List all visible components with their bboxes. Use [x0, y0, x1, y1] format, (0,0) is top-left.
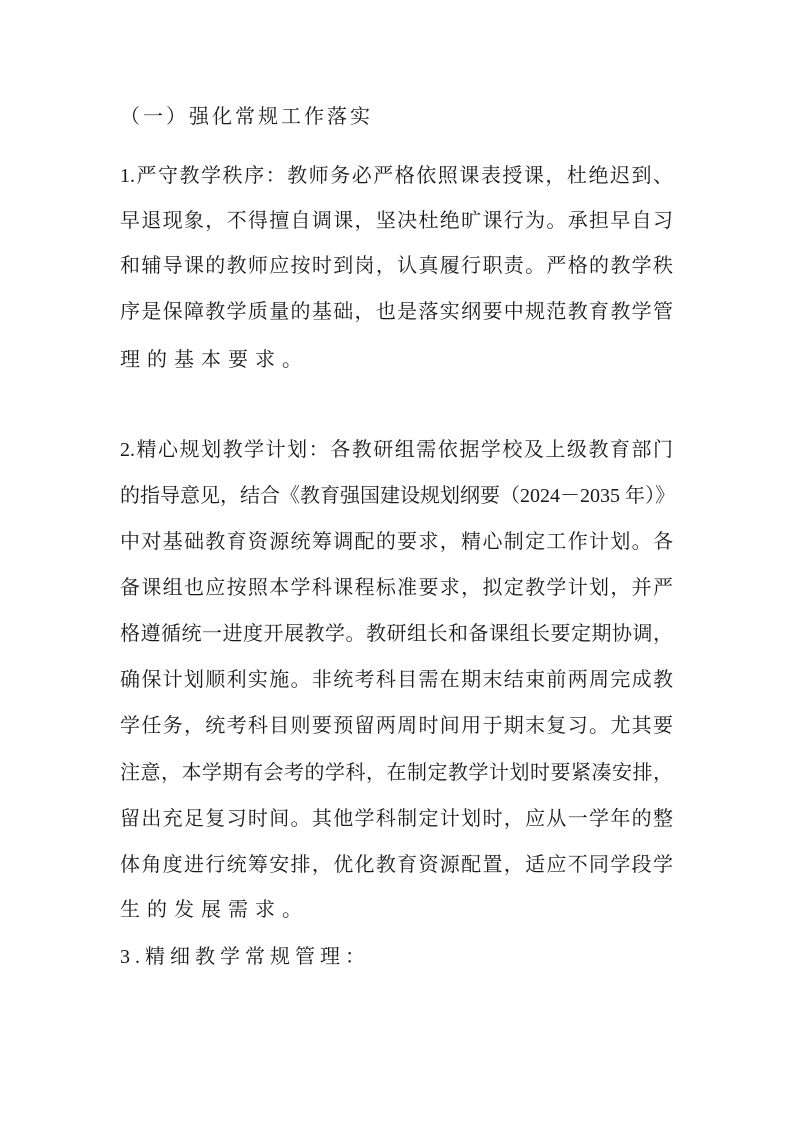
text-line: 备课组也应按照本学科课程标准要求，拟定教学计划，并严 [120, 577, 673, 599]
text-line: 注意，本学期有会考的学科，在制定教学计划时要紧凑安排， [120, 762, 673, 784]
text-line: 序是保障教学质量的基础，也是落实纲要中规范教育教学管 [120, 301, 673, 323]
text-line: 确保计划顺利实施。非统考科目需在期末结束前两周完成教 [120, 669, 673, 691]
text-line: 学任务，统考科目则要预留两周时间用于期末复习。尤其要 [120, 715, 673, 737]
text-line: 的指导意见，结合《教育强国建设规划纲要（2024－2035 年）》 [120, 485, 675, 507]
text-line: 理的基本要求。 [120, 349, 309, 371]
text-line: 1.严守教学秩序：教师务必严格依照课表授课，杜绝迟到、 [120, 165, 673, 187]
text-line: 格遵循统一进度开展教学。教研组长和备课组长要定期协调， [120, 623, 673, 645]
text-line: 留出充足复习时间。其他学科制定计划时，应从一学年的整 [120, 808, 673, 830]
text-line: 3.精细教学常规管理： [120, 946, 370, 968]
text-line: 中对基础教育资源统筹调配的要求，精心制定工作计划。各 [120, 531, 673, 553]
text-line: 2.精心规划教学计划：各教研组需依据学校及上级教育部门 [120, 439, 673, 461]
text-line: 早退现象，不得擅自调课，坚决杜绝旷课行为。承担早自习 [120, 210, 673, 232]
text-line: 和辅导课的教师应按时到岗，认真履行职责。严格的教学秩 [120, 255, 673, 277]
text-line: 体角度进行统筹安排，优化教育资源配置，适应不同学段学 [120, 854, 673, 876]
section-heading: （一）强化常规工作落实 [120, 106, 373, 128]
text-line: 生的发展需求。 [120, 899, 309, 921]
